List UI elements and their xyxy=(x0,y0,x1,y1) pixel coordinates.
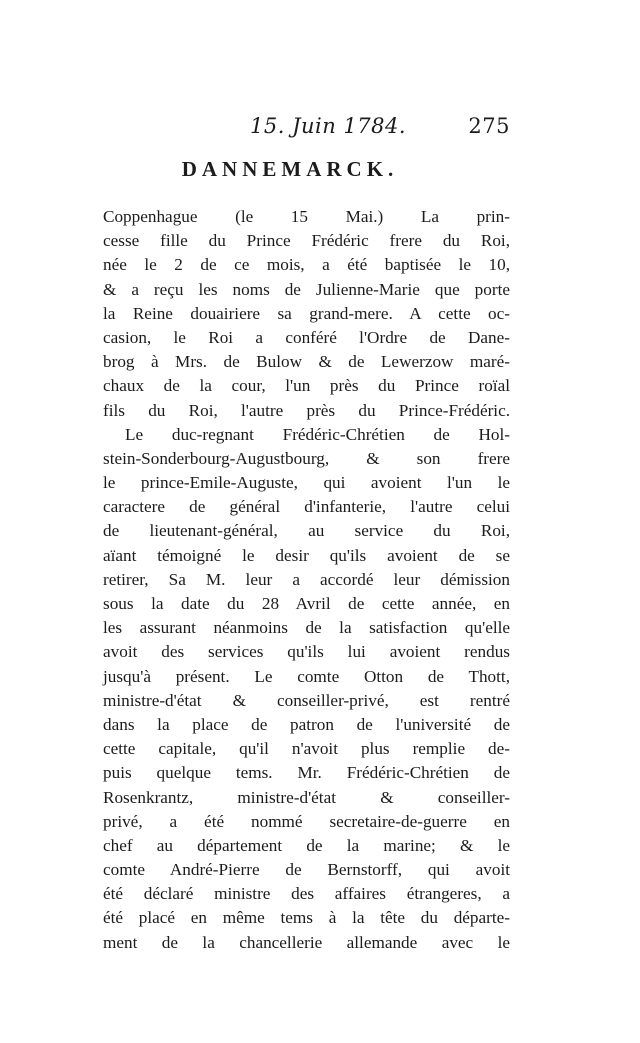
text-line: de lieutenant-général, au service du Roi, xyxy=(103,521,510,541)
text-line: comte André-Pierre de Bernstorff, qui avoit xyxy=(103,860,510,880)
text-line: fils du Roi, l'autre près du Prince-Frédéric. xyxy=(103,400,510,420)
text-line: les assurant néanmoins de la satisfaction qu'elle xyxy=(103,618,510,638)
text-line: ment de la chancellerie allemande avec le xyxy=(103,932,510,952)
text-line: jusqu'à présent. Le comte Otton de Thott, xyxy=(103,666,510,686)
text-line: puis quelque tems. Mr. Frédéric-Chrétien de xyxy=(103,763,510,783)
text-line: sous la date du 28 Avril de cette année, en xyxy=(103,594,510,613)
text-line: caractere de général d'infanterie, l'autre celui xyxy=(103,497,510,517)
text-line: le prince-Emile-Auguste, qui avoient l'un le xyxy=(103,473,510,493)
running-head xyxy=(100,114,520,150)
text-line: casion, le Roi a conféré l'Ordre de Dane- xyxy=(103,327,510,347)
text-line: Le duc-regnant Frédéric-Chrétien de Hol- xyxy=(125,424,510,444)
text-line: chaux de la cour, l'un près du Prince roïal xyxy=(103,376,510,396)
text-line: chef au département de la marine; & le xyxy=(103,835,510,855)
body-text xyxy=(103,205,510,955)
running-head-date: 15. Juin 1784. xyxy=(250,114,407,138)
text-line: la Reine douairiere sa grand-mere. A cette oc- xyxy=(103,303,510,323)
text-line: privé, a été nommé secretaire-de-guerre en xyxy=(103,811,510,831)
text-line: aïant témoigné le desir qu'ils avoient de se xyxy=(103,545,510,565)
text-line: Rosenkrantz, ministre-d'état & conseiller- xyxy=(103,787,510,807)
text-line: Coppenhague (le 15 Mai.) La prin- xyxy=(103,207,510,226)
text-line: cette capitale, qu'il n'avoit plus remplie de- xyxy=(103,739,510,759)
page-number: 275 xyxy=(468,114,510,138)
text-line: stein-Sonderbourg-Augustbourg, & son frere xyxy=(103,448,510,468)
text-line: retirer, Sa M. leur a accordé leur démission xyxy=(103,569,510,589)
text-line: été déclaré ministre des affaires étrangeres, a xyxy=(103,884,510,904)
text-line: née le 2 de ce mois, a été baptisée le 10, xyxy=(103,255,510,275)
text-line: dans la place de patron de l'université de xyxy=(103,714,510,734)
section-title: DANNEMARCK. xyxy=(181,157,399,181)
text-line: brog à Mrs. de Bulow & de Lewerzow maré- xyxy=(103,352,510,372)
text-line: cesse fille du Prince Frédéric frere du Roi, xyxy=(103,231,510,251)
text-line: été placé en même tems à la tête du départe- xyxy=(103,908,510,928)
text-line: avoit des services qu'ils lui avoient rendus xyxy=(103,642,510,662)
text-line: ministre-d'état & conseiller-privé, est rentré xyxy=(103,690,510,710)
text-line: & a reçu les noms de Julienne-Marie que porte xyxy=(103,279,510,299)
